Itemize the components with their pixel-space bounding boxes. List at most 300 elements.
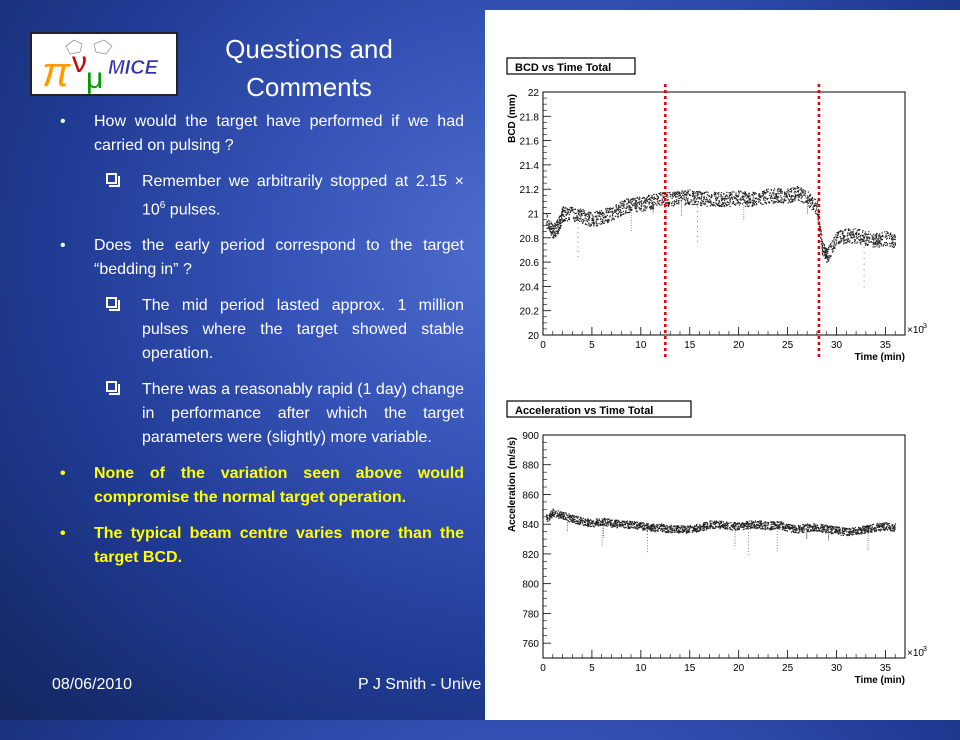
scatter-point — [669, 529, 670, 530]
scatter-point — [762, 523, 763, 524]
scatter-point — [761, 195, 762, 196]
scatter-point — [627, 521, 628, 522]
scatter-point — [821, 234, 822, 235]
scatter-point — [892, 246, 893, 247]
scatter-outlier — [828, 532, 829, 533]
scatter-point — [664, 530, 665, 531]
scatter-point — [835, 529, 836, 530]
scatter-point — [661, 529, 662, 530]
scatter-point — [862, 232, 863, 233]
scatter-point — [844, 533, 845, 534]
scatter-point — [881, 529, 882, 530]
scatter-point — [728, 523, 729, 524]
scatter-point — [693, 200, 694, 201]
scatter-point — [798, 200, 799, 201]
scatter-point — [585, 519, 586, 520]
scatter-point — [563, 519, 564, 520]
acceleration-chart — [485, 395, 960, 740]
scatter-point — [742, 199, 743, 200]
scatter-point — [842, 530, 843, 531]
scatter-point — [875, 242, 876, 243]
scatter-outlier — [829, 259, 830, 260]
scatter-point — [784, 192, 785, 193]
scatter-point — [785, 525, 786, 526]
scatter-point — [765, 193, 766, 194]
scatter-point — [639, 201, 640, 202]
scatter-point — [790, 191, 791, 192]
scatter-point — [758, 196, 759, 197]
scatter-point — [700, 192, 701, 193]
scatter-outlier — [743, 202, 744, 203]
scatter-point — [693, 204, 694, 205]
y-tick-label: 20.6 — [519, 258, 539, 270]
scatter-point — [647, 197, 648, 198]
scatter-point — [798, 194, 799, 195]
scatter-point — [643, 528, 644, 529]
scatter-point — [624, 205, 625, 206]
scatter-point — [571, 516, 572, 517]
scatter-point — [648, 196, 649, 197]
scatter-point — [788, 202, 789, 203]
scatter-point — [555, 512, 556, 513]
scatter-point — [701, 194, 702, 195]
scatter-point — [715, 192, 716, 193]
scatter-point — [876, 525, 877, 526]
scatter-point — [871, 530, 872, 531]
scatter-point — [727, 523, 728, 524]
scatter-point — [715, 526, 716, 527]
scatter-point — [778, 524, 779, 525]
scatter-point — [716, 520, 717, 521]
scatter-point — [676, 531, 677, 532]
scatter-point — [731, 526, 732, 527]
scatter-point — [789, 201, 790, 202]
scatter-point — [700, 202, 701, 203]
scatter-point — [656, 524, 657, 525]
scatter-point — [593, 216, 594, 217]
scatter-point — [831, 532, 832, 533]
logo-text: MICE — [108, 57, 158, 79]
scatter-point — [784, 198, 785, 199]
scatter-point — [801, 201, 802, 202]
scatter-point — [617, 216, 618, 217]
scatter-point — [847, 240, 848, 241]
scatter-point — [882, 525, 883, 526]
scatter-point — [641, 210, 642, 211]
scatter-point — [705, 199, 706, 200]
scatter-point — [608, 519, 609, 520]
scatter-point — [673, 205, 674, 206]
scatter-point — [649, 202, 650, 203]
scatter-outlier — [748, 551, 749, 552]
scatter-point — [838, 534, 839, 535]
scatter-point — [892, 243, 893, 244]
scatter-point — [742, 526, 743, 527]
scatter-point — [851, 236, 852, 237]
scatter-point — [847, 528, 848, 529]
scatter-point — [798, 191, 799, 192]
scatter-point — [561, 511, 562, 512]
scatter-point — [606, 519, 607, 520]
scatter-point — [858, 236, 859, 237]
scatter-point — [591, 224, 592, 225]
scatter-point — [794, 192, 795, 193]
scatter-point — [606, 209, 607, 210]
scatter-outlier — [681, 204, 682, 205]
scatter-point — [722, 202, 723, 203]
scatter-point — [753, 192, 754, 193]
scatter-point — [652, 525, 653, 526]
scatter-point — [557, 222, 558, 223]
scatter-point — [715, 203, 716, 204]
scatter-point — [710, 523, 711, 524]
scatter-point — [747, 204, 748, 205]
scatter-point — [729, 196, 730, 197]
scatter-point — [645, 210, 646, 211]
scatter-point — [724, 200, 725, 201]
scatter-point — [552, 515, 553, 516]
scatter-point — [876, 240, 877, 241]
scatter-outlier — [828, 535, 829, 536]
scatter-outlier — [748, 542, 749, 543]
scatter-outlier — [567, 527, 568, 528]
scatter-point — [686, 193, 687, 194]
scatter-point — [812, 207, 813, 208]
scatter-point — [546, 515, 547, 516]
scatter-outlier — [864, 287, 865, 288]
scatter-point — [549, 228, 550, 229]
scatter-point — [588, 519, 589, 520]
scatter-point — [876, 528, 877, 529]
scatter-point — [856, 232, 857, 233]
scatter-point — [758, 524, 759, 525]
scatter-point — [632, 201, 633, 202]
scatter-point — [873, 246, 874, 247]
scatter-point — [852, 534, 853, 535]
scatter-point — [730, 527, 731, 528]
scatter-point — [879, 242, 880, 243]
scatter-point — [749, 195, 750, 196]
scatter-point — [763, 198, 764, 199]
scatter-outlier — [868, 540, 869, 541]
scatter-point — [867, 244, 868, 245]
scatter-outlier — [647, 531, 648, 532]
scatter-point — [766, 189, 767, 190]
scatter-point — [726, 522, 727, 523]
scatter-point — [549, 229, 550, 230]
scatter-point — [755, 520, 756, 521]
scatter-point — [709, 199, 710, 200]
scatter-point — [679, 194, 680, 195]
scatter-point — [887, 529, 888, 530]
scatter-point — [836, 243, 837, 244]
scatter-point — [772, 522, 773, 523]
scatter-point — [846, 242, 847, 243]
scatter-outlier — [697, 236, 698, 237]
scatter-point — [689, 529, 690, 530]
scatter-point — [677, 203, 678, 204]
scatter-point — [553, 226, 554, 227]
scatter-point — [728, 525, 729, 526]
scatter-point — [582, 219, 583, 220]
scatter-point — [734, 522, 735, 523]
scatter-point — [549, 221, 550, 222]
scatter-point — [643, 210, 644, 211]
scatter-point — [803, 532, 804, 533]
scatter-point — [825, 254, 826, 255]
scatter-point — [747, 528, 748, 529]
scatter-point — [649, 527, 650, 528]
scatter-point — [550, 517, 551, 518]
scatter-point — [721, 526, 722, 527]
scatter-point — [712, 204, 713, 205]
scatter-point — [599, 519, 600, 520]
y-tick-label: 800 — [522, 579, 539, 591]
scatter-point — [763, 199, 764, 200]
scatter-point — [642, 526, 643, 527]
scatter-outlier — [828, 536, 829, 537]
scatter-point — [815, 525, 816, 526]
scatter-point — [834, 531, 835, 532]
scatter-point — [824, 529, 825, 530]
scatter-point — [584, 213, 585, 214]
scatter-point — [703, 196, 704, 197]
scatter-point — [783, 196, 784, 197]
scatter-point — [556, 230, 557, 231]
scatter-point — [623, 203, 624, 204]
scatter-point — [767, 525, 768, 526]
scatter-point — [836, 242, 837, 243]
scatter-point — [883, 523, 884, 524]
scatter-point — [849, 528, 850, 529]
scatter-point — [684, 194, 685, 195]
scatter-point — [855, 530, 856, 531]
scatter-point — [750, 523, 751, 524]
scatter-point — [683, 195, 684, 196]
scatter-point — [678, 527, 679, 528]
scatter-outlier — [697, 221, 698, 222]
scatter-point — [553, 237, 554, 238]
scatter-point — [565, 519, 566, 520]
scatter-point — [735, 203, 736, 204]
bullet-item: • Does the early period correspond to the target “bedding in” ? — [60, 237, 464, 279]
scatter-point — [685, 203, 686, 204]
scatter-point — [619, 212, 620, 213]
scatter-point — [575, 516, 576, 517]
scatter-point — [618, 207, 619, 208]
scatter-point — [707, 199, 708, 200]
scatter-point — [794, 198, 795, 199]
scatter-point — [729, 202, 730, 203]
scatter-point — [752, 200, 753, 201]
scatter-point — [826, 250, 827, 251]
scatter-point — [686, 197, 687, 198]
scatter-point — [648, 202, 649, 203]
scatter-point — [685, 204, 686, 205]
scatter-point — [699, 524, 700, 525]
scatter-point — [759, 522, 760, 523]
scatter-point — [687, 198, 688, 199]
scatter-point — [629, 528, 630, 529]
scatter-outlier — [743, 219, 744, 220]
scatter-point — [573, 519, 574, 520]
x-tick-label: 5 — [589, 340, 595, 351]
scatter-point — [830, 526, 831, 527]
scatter-point — [741, 525, 742, 526]
y-tick-label: 860 — [522, 490, 539, 502]
scatter-point — [642, 198, 643, 199]
scatter-point — [825, 256, 826, 257]
scatter-point — [790, 199, 791, 200]
scatter-point — [814, 523, 815, 524]
scatter-point — [610, 522, 611, 523]
scatter-point — [546, 223, 547, 224]
scatter-point — [599, 211, 600, 212]
scatter-point — [687, 200, 688, 201]
scatter-point — [687, 529, 688, 530]
scatter-point — [566, 218, 567, 219]
scatter-point — [674, 530, 675, 531]
scatter-point — [802, 201, 803, 202]
scatter-point — [697, 194, 698, 195]
scatter-point — [653, 524, 654, 525]
scatter-point — [876, 245, 877, 246]
scatter-point — [887, 243, 888, 244]
scatter-point — [883, 245, 884, 246]
scatter-point — [717, 522, 718, 523]
scatter-point — [554, 223, 555, 224]
scatter-point — [820, 230, 821, 231]
scatter-point — [857, 530, 858, 531]
scatter-point — [725, 198, 726, 199]
scatter-outlier — [666, 202, 667, 203]
scatter-point — [848, 228, 849, 229]
scatter-point — [645, 202, 646, 203]
scatter-point — [558, 518, 559, 519]
scatter-point — [630, 521, 631, 522]
scatter-point — [593, 222, 594, 223]
scatter-point — [893, 238, 894, 239]
scatter-outlier — [653, 209, 654, 210]
scatter-point — [607, 219, 608, 220]
scatter-point — [742, 193, 743, 194]
scatter-point — [556, 517, 557, 518]
scatter-outlier — [631, 230, 632, 231]
scatter-point — [577, 521, 578, 522]
scatter-point — [739, 193, 740, 194]
scatter-outlier — [748, 548, 749, 549]
y-tick-label: 21.4 — [519, 160, 539, 172]
scatter-point — [752, 195, 753, 196]
scatter-point — [574, 218, 575, 219]
scatter-outlier — [653, 210, 654, 211]
scatter-point — [644, 205, 645, 206]
scatter-point — [796, 195, 797, 196]
scatter-point — [576, 212, 577, 213]
scatter-point — [894, 246, 895, 247]
scatter-point — [553, 516, 554, 517]
scatter-outlier — [806, 535, 807, 536]
scatter-point — [762, 527, 763, 528]
scatter-point — [756, 201, 757, 202]
scatter-point — [812, 203, 813, 204]
scatter-point — [795, 527, 796, 528]
scatter-point — [700, 529, 701, 530]
scatter-point — [798, 187, 799, 188]
scatter-point — [862, 230, 863, 231]
scatter-point — [779, 525, 780, 526]
scatter-point — [744, 202, 745, 203]
scatter-outlier — [681, 211, 682, 212]
y-tick-label: 21 — [527, 209, 539, 221]
scatter-point — [670, 194, 671, 195]
scatter-point — [752, 524, 753, 525]
scatter-point — [687, 526, 688, 527]
scatter-point — [716, 523, 717, 524]
scatter-point — [704, 192, 705, 193]
scatter-point — [726, 195, 727, 196]
scatter-point — [831, 242, 832, 243]
scatter-point — [692, 193, 693, 194]
scatter-point — [704, 203, 705, 204]
scatter-point — [690, 195, 691, 196]
scatter-point — [677, 527, 678, 528]
footer-author: P J Smith - Unive — [358, 676, 482, 693]
scatter-outlier — [647, 529, 648, 530]
scatter-point — [892, 239, 893, 240]
scatter-point — [791, 528, 792, 529]
scatter-point — [872, 236, 873, 237]
scatter-point — [677, 196, 678, 197]
scatter-point — [651, 200, 652, 201]
scatter-point — [882, 232, 883, 233]
scatter-point — [590, 226, 591, 227]
scatter-point — [875, 239, 876, 240]
bullet-item: • How would the target have performed if we had carried on pulsing ? — [60, 113, 464, 154]
scatter-point — [854, 241, 855, 242]
scatter-point — [725, 196, 726, 197]
scatter-point — [756, 193, 757, 194]
scatter-point — [696, 201, 697, 202]
scatter-point — [690, 525, 691, 526]
scatter-point — [715, 198, 716, 199]
scatter-point — [587, 520, 588, 521]
scatter-point — [745, 528, 746, 529]
scatter-outlier — [567, 529, 568, 530]
scatter-point — [549, 518, 550, 519]
scatter-point — [791, 197, 792, 198]
scatter-point — [564, 207, 565, 208]
scatter-point — [838, 231, 839, 232]
scatter-point — [758, 521, 759, 522]
mice-logo — [30, 32, 178, 96]
scatter-point — [589, 217, 590, 218]
scatter-point — [730, 195, 731, 196]
scatter-outlier — [743, 207, 744, 208]
scatter-point — [805, 193, 806, 194]
scatter-point — [806, 201, 807, 202]
scatter-point — [651, 203, 652, 204]
x-tick-label: 30 — [830, 340, 843, 351]
scatter-point — [633, 523, 634, 524]
scatter-point — [657, 530, 658, 531]
scatter-point — [701, 198, 702, 199]
scatter-point — [581, 221, 582, 222]
scatter-outlier — [828, 531, 829, 532]
scatter-point — [629, 207, 630, 208]
scatter-point — [811, 526, 812, 527]
scatter-outlier — [697, 216, 698, 217]
